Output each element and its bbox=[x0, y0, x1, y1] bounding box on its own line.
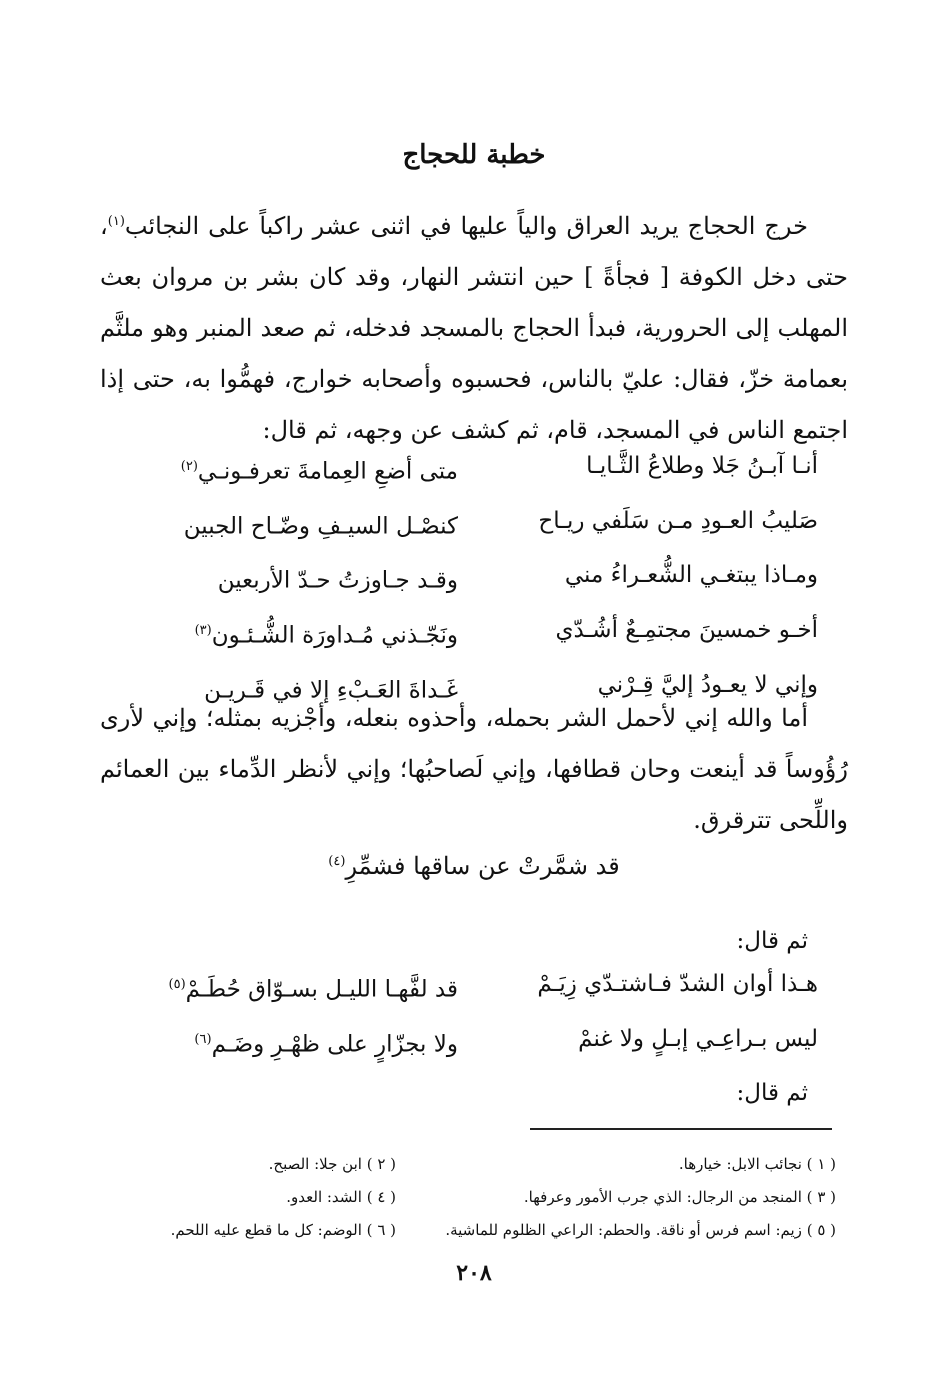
speech-paragraph bbox=[100, 693, 848, 846]
verse-first-hemistich: أنـا آبـنُ جَلا وطلاعُ الثَّـايـا bbox=[586, 453, 818, 479]
page-number: ٢٠٨ bbox=[456, 1260, 492, 1286]
footnote: ( ٢ ) ابن جلا: الصبح. bbox=[268, 1155, 396, 1173]
verse-first-hemistich: هـذا أوان الشدّ فـاشتـدّي زِيَـمْ bbox=[537, 971, 818, 997]
verse-row bbox=[118, 1015, 818, 1070]
intro-text: خرج الحجاج يريد العراق والياً عليها في اثنى عشر راكباً على النجائب bbox=[124, 212, 808, 240]
then-said-label: ثم قال: bbox=[736, 1080, 808, 1106]
verse-row bbox=[118, 497, 818, 552]
half-verse: قد شمَّرتْ عن ساقها فشمِّرِ$^{(٤)}$ bbox=[328, 852, 620, 880]
verse-first-hemistich: ومـاذا يبتغـي الشُّعـراءُ مني bbox=[564, 562, 818, 589]
footnote-ref-1: (١) bbox=[107, 214, 125, 229]
footnote-ref: (٣) bbox=[194, 622, 212, 638]
verse-first-hemistich: أخـو خمسينَ مجتمِـعٌ أشُـدّي bbox=[555, 616, 818, 643]
verse-second-hemistich: ولا بجزّارٍ على ظهْـرِ وضَـم$^{(٦)}$ bbox=[194, 1031, 458, 1058]
speech-text: أما والله إني لأحمل الشر بحمله، وأحذوه بنعله، وأجْزيه بمثله؛ وإني لأرى رُؤُوساً قد أينعت وحان قطافها، وإني لَصاحبُها؛ وإني لأنظر الدِّماء بين العمائم واللِّحى تترقرق. bbox=[100, 704, 848, 834]
footnote-row bbox=[96, 1148, 836, 1181]
poem-2 bbox=[118, 960, 818, 1069]
footnote: ( ٥ ) زيم: اسم فرس أو ناقة. والحطم: الراعي الظلوم للماشية. bbox=[445, 1221, 836, 1239]
verse-row bbox=[118, 960, 818, 1015]
footnote-row bbox=[96, 1214, 836, 1247]
footnote: ( ١ ) نجائب الابل: خيارها. bbox=[678, 1155, 836, 1173]
footnote-ref: (٢) bbox=[180, 459, 198, 474]
verse-second-hemistich: متى أضعِ العِمامةَ تعرفـونـي$^{(٢)}$ bbox=[180, 458, 458, 485]
intro-rest: ، حتى دخل الكوفة [ فجأةً ] حين انتشر النهار، وقد كان بشر بن مروان بعث المهلب إلى الحرورية، فبدأ الحجاج بالمسجد فدخله، ثم صعد المنبر وهو ملثَّم بعمامة خزّ، فقال: عليّ بالناس، فحسبوه وأصحابه خوارج، فهمُّوا به، حتى إذا اجتمع الناس في المسجد، قام، ثم كشف عن وجهه، ثم قال: bbox=[100, 212, 848, 444]
poem-1 bbox=[118, 442, 818, 715]
footnotes bbox=[96, 1148, 836, 1247]
verse-second-hemistich: غَـداةَ العَـبْءِ إلا في قَـريـن bbox=[204, 677, 458, 704]
footnote-row bbox=[96, 1181, 836, 1214]
verse-row bbox=[118, 442, 818, 497]
verse-second-hemistich: ونَجّـذني مُـداورَة الشُّـئـون$^{(٣)}$ bbox=[194, 622, 458, 649]
footnote-ref: (٥) bbox=[168, 977, 186, 992]
footnote: ( ٣ ) المنجد من الرجال: الذي جرب الأمور وعرفها. bbox=[523, 1188, 836, 1206]
intro-paragraph bbox=[100, 196, 848, 456]
verse-second-hemistich: كنصْـل السيـفِ وضّـاح الجبين bbox=[183, 513, 458, 540]
then-said-label: ثم قال: bbox=[736, 928, 808, 954]
footnote-ref-4: (٤) bbox=[328, 854, 346, 869]
verse-second-hemistich: وقـد جـاوزتُ حـدّ الأربعين bbox=[217, 567, 458, 594]
verse-first-hemistich: ليس بـراعِـي إبـلٍ ولا غنمْ bbox=[578, 1025, 818, 1052]
verse-first-hemistich: صَليبُ العـودِ مـن سَلَفي ريـاح bbox=[538, 507, 818, 534]
footnote-divider bbox=[530, 1128, 832, 1130]
verse-row bbox=[118, 606, 818, 661]
footnote: ( ٦ ) الوضم: كل ما قطع عليه اللحم. bbox=[170, 1221, 396, 1239]
footnote: ( ٤ ) الشد: العدو. bbox=[286, 1188, 396, 1206]
footnote-ref: (٦) bbox=[194, 1031, 212, 1047]
verse-second-hemistich: قد لفَّهـا الليـل بسـوّاق حُطَـمْ$^{(٥)}$ bbox=[168, 976, 458, 1003]
verse-row bbox=[118, 551, 818, 606]
page-title: خطبة للحجاج bbox=[402, 140, 546, 170]
verse-first-hemistich: وإني لا يعـودُ إليَّ قِـرْني bbox=[597, 671, 818, 698]
